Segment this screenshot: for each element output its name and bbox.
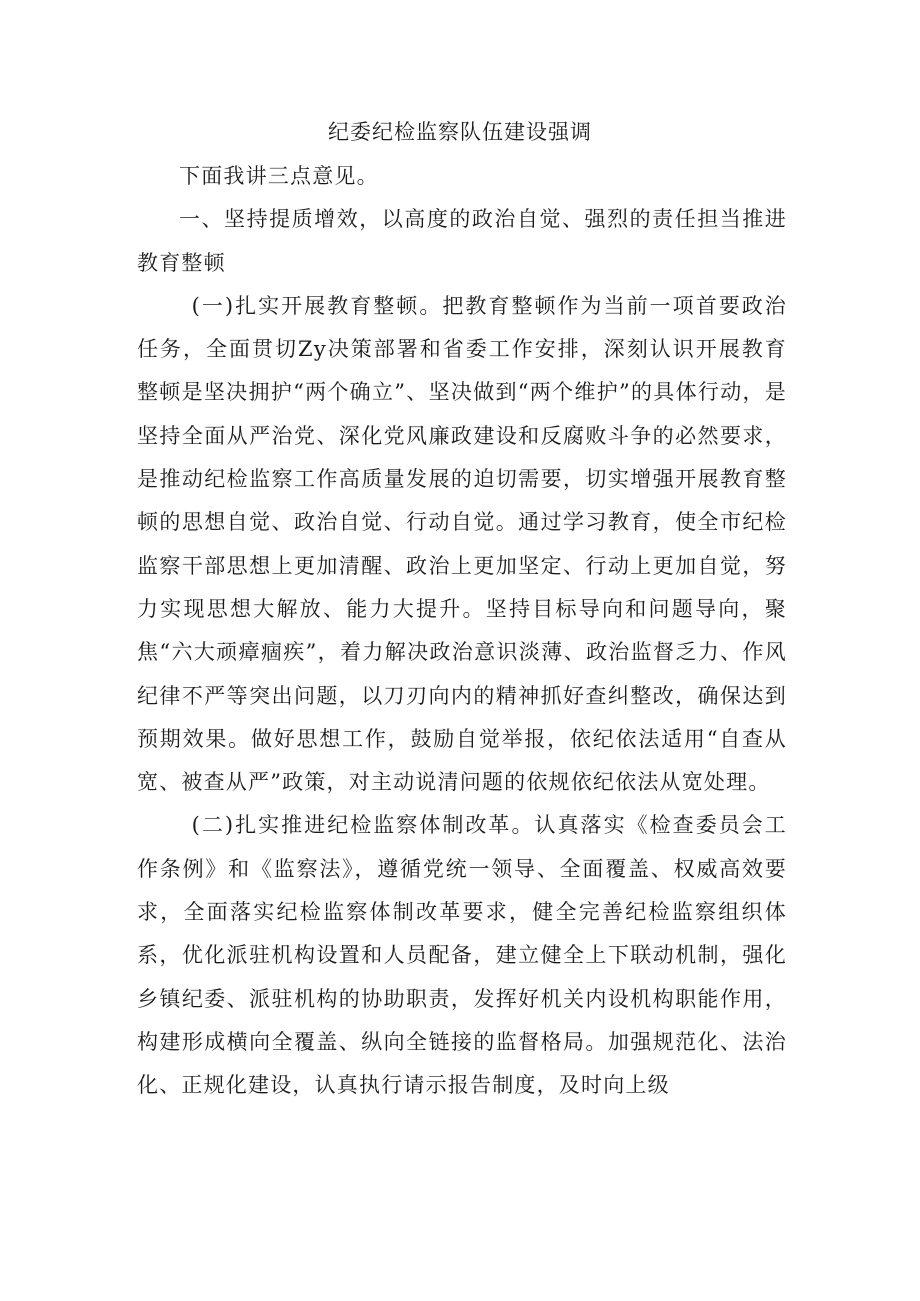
paragraph-item-1: (一)扎实开展教育整顿。把教育整顿作为当前一项首要政治任务，全面贯切Zy决策部署和省委工作安排，深刻认识开展教育整顿是坚决拥护“两个确立”、坚决做到“两个维护”的具体行动，是坚持全面从严治党、深化党风廉政建设和反腐败斗争的必然要求，是推动纪检监察工作高质量发展的迫切需要，切实增强开展教育整顿的思想自觉、政治自觉、行动自觉。通过学习教育，使全市纪检监察干部思想上更加清醒、政治上更加坚定、行动上更加自觉，努力实现思想大解放、能力大提升。坚持目标导向和问题导向，聚焦“六大顽瘴痼疾”，着力解决政治意识淡薄、政治监督乏力、作风纪律不严等突出问题，以刀刃向内的精神抓好查纠整改，确保达到预期效果。做好思想工作，鼓励自觉举报，依纪依法适用“自查从宽、被查从严”政策，对主动说清问题的依规依纪依法从宽处理。: [137, 293, 787, 795]
document-title: 纪委纪检监察队伍建设强调: [328, 120, 592, 144]
paragraph-intro: 下面我讲三点意见。: [179, 164, 379, 188]
paragraph-item-2: (二)扎实推进纪检监察体制改革。认真落实《检查委员会工作条例》和《监察法》，遵循党统一领导、全面覆盖、权威高效要求，全面落实纪检监察体制改革要求，健全完善纪检监察组织体系，优化派驻机构设置和人员配备，建立健全上下联动机制，强化乡镇纪委、派驻机构的协助职责，发挥好机关内设机构职能作用，构建形成横向全覆盖、纵向全链接的监督格局。加强规范化、法治化、正规化建设，认真执行请示报告制度，及时向上级: [137, 813, 787, 1098]
section-heading: 一、坚持提质增效，以高度的政治自觉、强烈的责任担当推进教育整顿: [137, 207, 787, 275]
document-body: [137, 155, 787, 1108]
